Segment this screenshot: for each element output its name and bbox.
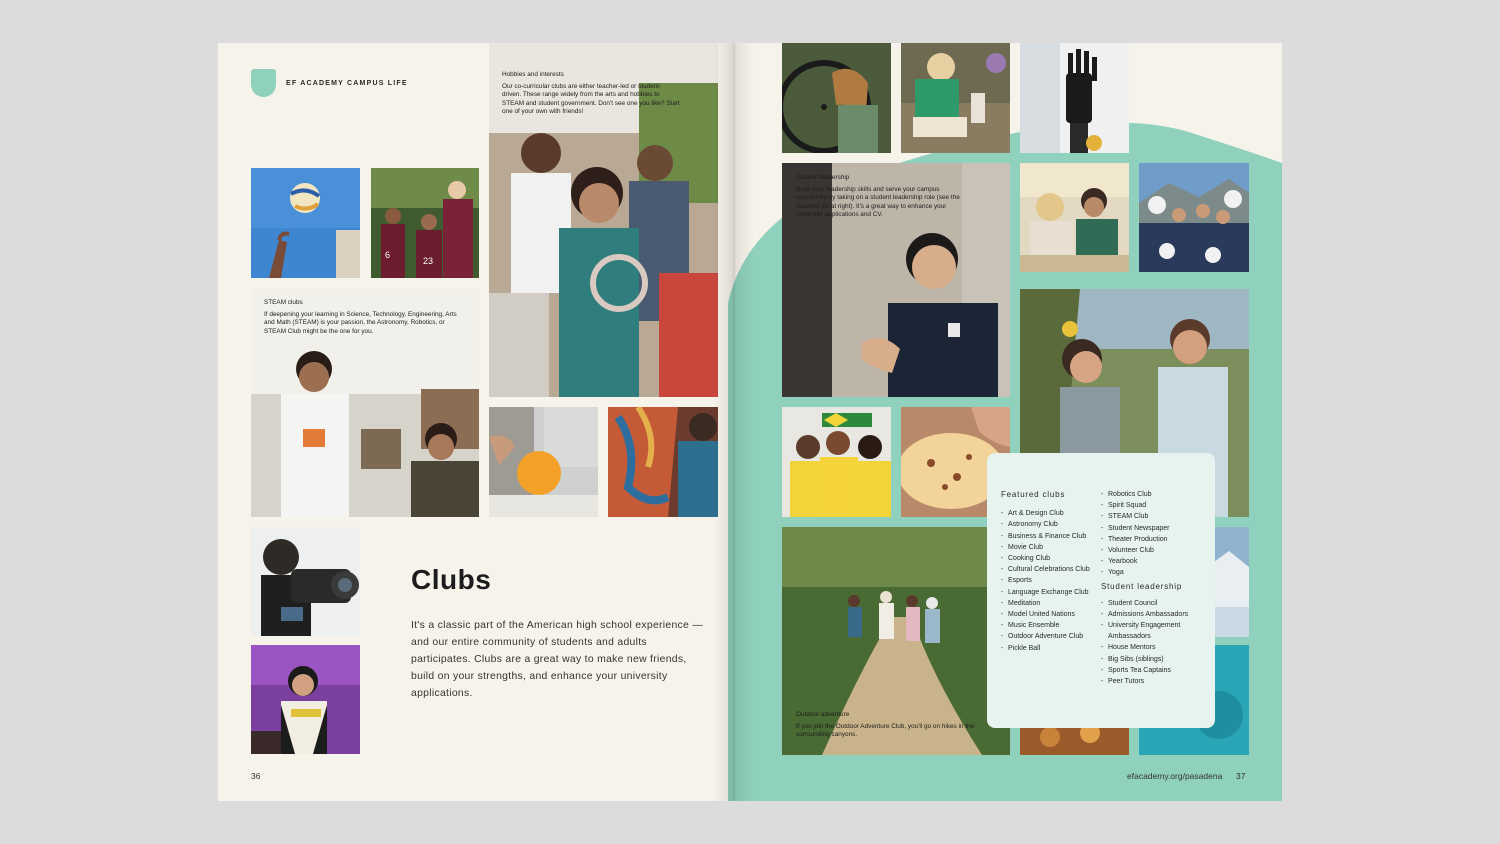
painting-photo [608, 407, 718, 517]
svg-text:23: 23 [423, 256, 434, 266]
hobbies-caption-title: Hobbies and interests [502, 71, 564, 78]
featured-clubs-list-2 [1101, 489, 1209, 579]
website-url[interactable]: efacademy.org/pasadena [1127, 771, 1223, 781]
featured-clubs-column-2 [1101, 489, 1209, 687]
student-leadership-list [1101, 598, 1209, 688]
list-item: - Movie Club [1001, 542, 1093, 553]
list-item: - Student Council [1101, 598, 1209, 609]
featured-clubs-list-1 [1001, 508, 1093, 654]
hobbies-caption-text: Our co-curricular clubs are either teacher-led or student-driven. These range widely from the arts and hobbies to STEAM and student government. Don't see one you like? Start one of your own with friends! [502, 82, 680, 116]
featured-clubs-card [987, 453, 1215, 728]
list-item: - Meditation [1001, 598, 1093, 609]
singer-photo [251, 645, 360, 754]
outdoor-caption-text: If you join the Outdoor Adventure Club, you'll go on hikes in the surrounding canyons. [796, 722, 975, 739]
clubs-heading: Clubs [411, 564, 492, 595]
list-item: - Art & Design Club [1001, 508, 1093, 519]
list-item: - Model United Nations [1001, 609, 1093, 620]
clubs-intro-text: It's a classic part of the American high school experience — and our entire community of students and adults participates. Clubs are a great way to make new friends, build on your strengths, and enhance your university applications. [411, 620, 704, 699]
outdoor-caption-title: Outdoor adventure [796, 711, 850, 718]
left-page [218, 43, 728, 801]
steam-caption-text: If deepening your learning in Science, Technology, Engineering, Arts and Math (STEAM) is your passion, the Astronomy, Robotics, or STEAM Club might be the one for you. [264, 310, 457, 335]
bike-photo [782, 43, 891, 153]
leadership-caption-text: Build your leadership skills and serve your campus community by taking on a student leadership role (see the featured list at right). It's a great way to enhance your university applications and CV. [796, 185, 960, 219]
robot-hand-photo [1020, 43, 1129, 153]
list-item: - Language Exchange Club [1001, 587, 1093, 598]
list-item: - Business & Finance Club [1001, 531, 1093, 542]
list-item: - STEAM Club [1101, 511, 1209, 522]
outdoor-caption [796, 711, 976, 740]
list-item: - Music Ensemble [1001, 620, 1093, 631]
science-photo [489, 407, 598, 517]
list-item: - Yearbook [1101, 556, 1209, 567]
list-item: - Spirit Squad [1101, 500, 1209, 511]
gardening-photo [901, 43, 1010, 153]
student-leadership-heading: Student leadership [1101, 581, 1183, 591]
brand-logo-icon [251, 69, 276, 97]
list-item: - Admissions Ambassadors [1101, 609, 1209, 620]
featured-clubs-heading: Featured clubs [1001, 490, 1066, 499]
list-item: - Big Sibs (siblings) [1101, 654, 1209, 665]
list-item: - Sports Tea Captains [1101, 665, 1209, 676]
classroom-photo [1020, 163, 1129, 272]
list-item: - House Mentors [1101, 642, 1209, 653]
cheer-photo [1139, 163, 1249, 272]
camera-photo [251, 527, 360, 636]
list-item: - Outdoor Adventure Club [1001, 631, 1093, 642]
list-item: - Astronomy Club [1001, 519, 1093, 530]
list-item: - Volunteer Club [1101, 545, 1209, 556]
steam-caption [264, 299, 464, 336]
brand-label: EF ACADEMY CAMPUS LIFE [286, 79, 408, 87]
list-item: - Robotics Club [1101, 489, 1209, 500]
list-item: - Yoga [1101, 567, 1209, 578]
list-item: - Cooking Club [1001, 553, 1093, 564]
hobbies-caption [502, 71, 680, 117]
list-item: - University Engagement Ambassadors [1101, 620, 1209, 642]
list-item: - Student Newspaper [1101, 523, 1209, 534]
featured-clubs-column-1 [1001, 489, 1093, 654]
leadership-caption-title: Student leadership [796, 174, 850, 181]
brand-header [251, 69, 408, 97]
page-number-left: 36 [251, 771, 261, 781]
magazine-spread [218, 43, 1282, 801]
list-item: - Peer Tutors [1101, 676, 1209, 687]
leadership-caption [796, 174, 972, 220]
list-item: - Pickle Ball [1001, 643, 1093, 654]
volleyball-photo [251, 168, 360, 278]
brazil-photo [782, 407, 891, 517]
team-photo [371, 168, 479, 278]
list-item: - Theater Production [1101, 534, 1209, 545]
list-item: - Cultural Celebrations Club [1001, 564, 1093, 575]
page-number-right: 37 [1236, 771, 1246, 781]
list-item: - Esports [1001, 575, 1093, 586]
svg-text:6: 6 [385, 250, 391, 260]
steam-caption-title: STEAM clubs [264, 299, 303, 306]
